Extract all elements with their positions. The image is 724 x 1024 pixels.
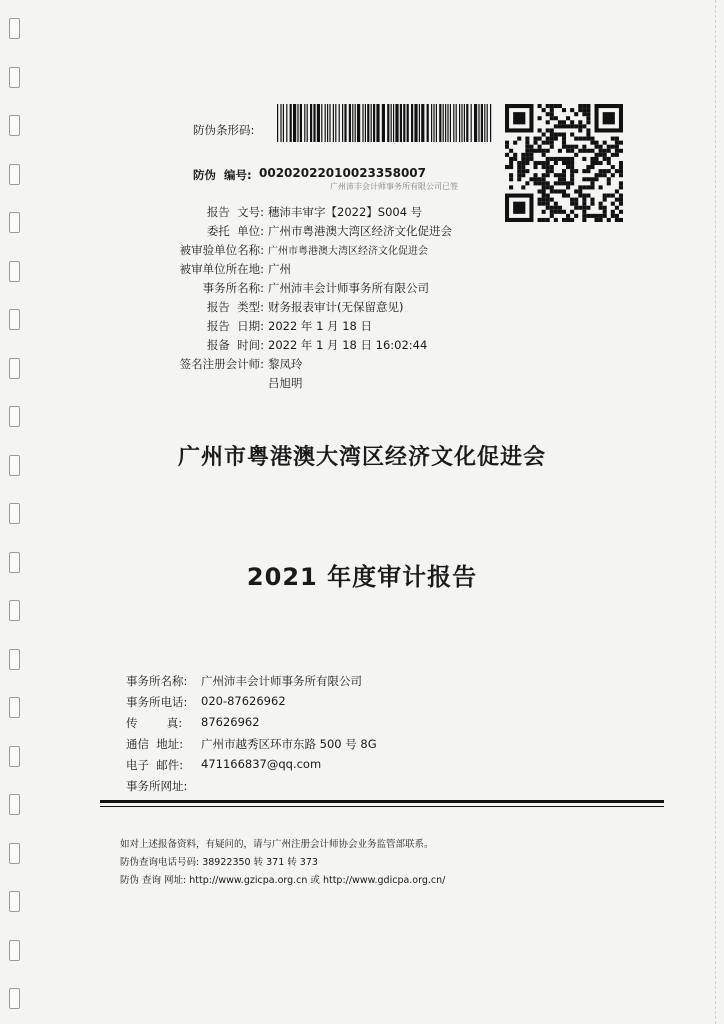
signature-stamp-text: 广州沛丰会计师事务所有限公司已签: [330, 182, 458, 191]
binding-hole: [9, 212, 20, 233]
barcode-label: 防伪条形码:: [193, 123, 255, 137]
divider-thin: [100, 806, 664, 807]
binding-hole: [9, 649, 20, 670]
binding-hole: [9, 358, 20, 379]
field-value-signing-cpa-2: 吕旭明: [268, 376, 303, 390]
field-label-report-number: 报告 文号:: [206, 205, 264, 219]
page-edge: [715, 0, 718, 1024]
binding-hole: [9, 261, 20, 282]
field-label-report-type: 报告 类型:: [206, 300, 264, 314]
field-label-signing-cpa: 签名注册会计师:: [179, 357, 264, 371]
binding-hole: [9, 309, 20, 330]
binding-hole: [9, 843, 20, 864]
field-value-filing-time: 2022 年 1 月 18 日 16:02:44: [268, 338, 428, 352]
field-value-entity-location: 广州: [268, 262, 291, 276]
firm-value-fax: 87626962: [201, 715, 260, 729]
firm-value-phone: 020-87626962: [201, 694, 286, 708]
divider-thick: [100, 800, 664, 803]
firm-label-fax: 传 真:: [126, 716, 183, 730]
binding-hole: [9, 600, 20, 621]
field-value-signing-cpa-1: 黎凤玲: [268, 357, 303, 371]
firm-label-phone: 事务所电话:: [126, 695, 188, 709]
binding-hole: [9, 164, 20, 185]
firm-value-address: 广州市越秀区环市东路 500 号 8G: [201, 737, 377, 751]
firm-label-name: 事务所名称:: [126, 674, 188, 688]
binding-hole: [9, 988, 20, 1009]
field-value-report-number: 穗沛丰审字【2022】S004 号: [268, 205, 423, 219]
field-value-firm-name: 广州沛丰会计师事务所有限公司: [268, 281, 429, 295]
field-value-report-type: 财务报表审计(无保留意见): [268, 300, 404, 314]
binding-hole: [9, 406, 20, 427]
field-value-client: 广州市粤港澳大湾区经济文化促进会: [268, 224, 452, 238]
footer-inquiry-note: 如对上述报备资料，有疑问的，请与广州注册会计师协会业务监管部联系。: [120, 839, 434, 850]
binding-hole: [9, 18, 20, 39]
firm-value-email: 471166837@qq.com: [201, 757, 322, 771]
binding-hole: [9, 891, 20, 912]
organization-title: 广州市粤港澳大湾区经济文化促进会: [177, 445, 546, 470]
binding-hole: [9, 794, 20, 815]
binding-hole: [9, 746, 20, 767]
security-code-label: 防伪 编号:: [193, 168, 252, 182]
firm-value-name: 广州沛丰会计师事务所有限公司: [201, 674, 362, 688]
field-label-filing-time: 报备 时间:: [206, 338, 264, 352]
field-label-report-date: 报告 日期:: [206, 319, 264, 333]
binding-hole: [9, 940, 20, 961]
binding-hole: [9, 67, 20, 88]
security-code-value: 00202022010023358007: [259, 166, 426, 180]
firm-label-website: 事务所网址:: [126, 779, 188, 793]
firm-label-address: 通信 地址:: [126, 737, 184, 751]
report-title: 2021 年度审计报告: [246, 563, 478, 591]
field-value-audited-entity: 广州市粤港澳大湾区经济文化促进会: [268, 246, 428, 257]
field-label-client: 委托 单位:: [206, 224, 264, 238]
field-label-audited-entity: 被审验单位名称:: [179, 243, 264, 257]
qr-code-image: [505, 104, 623, 222]
binding-hole: [9, 697, 20, 718]
footer-query-phone: 防伪查询电话号码: 38922350 转 371 转 373: [120, 857, 318, 868]
field-value-report-date: 2022 年 1 月 18 日: [268, 319, 372, 333]
barcode-image: [275, 104, 493, 142]
binding-hole: [9, 115, 20, 136]
footer-query-website: 防伪 查询 网址: http://www.gzicpa.org.cn 或 http://www.gdicpa.org.cn/: [120, 875, 446, 886]
firm-label-email: 电子 邮件:: [126, 758, 184, 772]
binding-hole: [9, 503, 20, 524]
field-label-firm-name: 事务所名称:: [202, 281, 264, 295]
field-label-entity-location: 被审单位所在地:: [179, 262, 264, 276]
